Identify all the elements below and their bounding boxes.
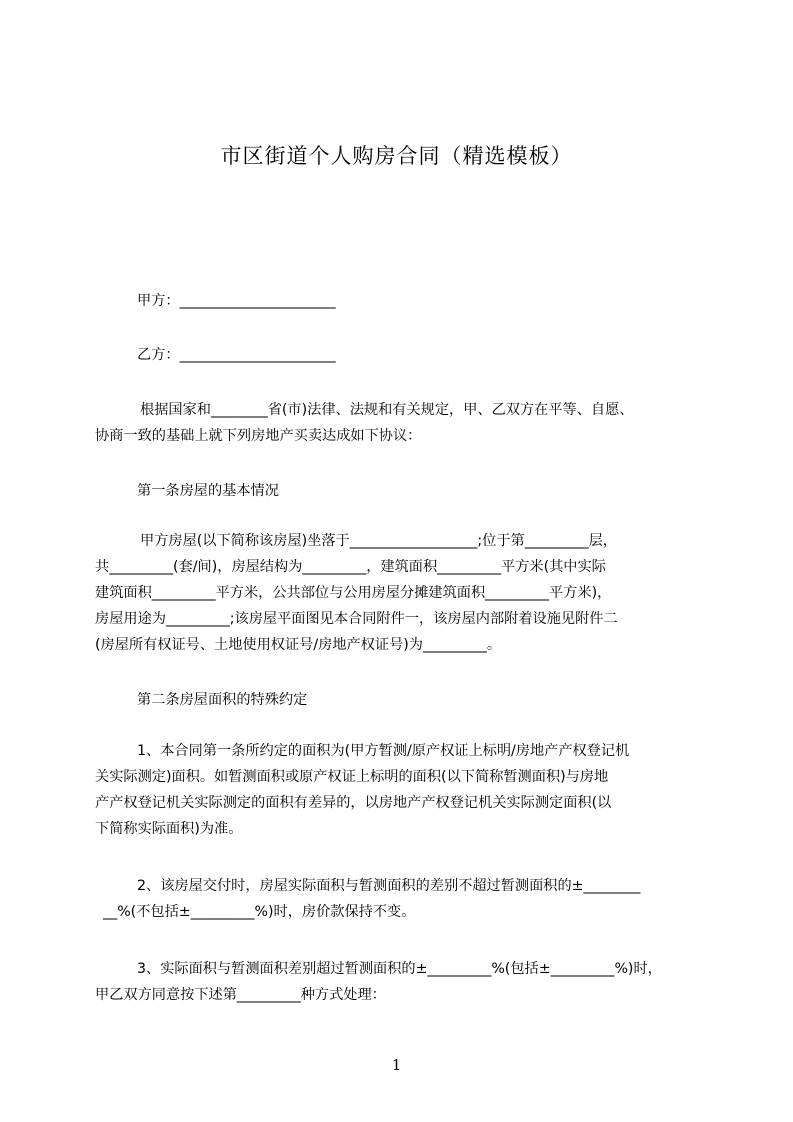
- article-2-clause-1-line: 下简称实际面积)为准。: [95, 821, 243, 837]
- article-2-clause-1-line: 1、本合同第一条所约定的面积为(甲方暂测/原产权证上标明/房地产产权登记机: [137, 743, 630, 759]
- article-2-clause-3-line: 3、实际面积与暂测面积差别超过暂测面积的±_________%(包括±_________%)时，: [137, 961, 662, 977]
- article-1-line: 房屋用途为_________;该房屋平面图见本合同附件一，该房屋内部附着设施见附件二: [95, 611, 618, 627]
- article-2-clause-1-line: 关实际测定)面积。如暂测面积或原产权证上标明的面积(以下简称暂测面积)与房地: [95, 769, 609, 785]
- article-2-clause-3-line: 甲乙双方同意按下述第_________种方式处理：: [95, 987, 386, 1003]
- article-2-clause-2-line: __%(不包括±_________%)时，房价款保持不变。: [103, 904, 416, 920]
- page-number: 1: [391, 1056, 402, 1074]
- article-1-line: 建筑面积_________平方米，公共部位与公用房屋分摊建筑面积_________平方米)，: [95, 585, 612, 601]
- article-1-line: 共_________(套/间)，房屋结构为_________，建筑面积_________平方米(其中实际: [95, 559, 606, 575]
- preamble-line: 根据国家和________省(市)法律、法规和有关规定，甲、乙双方在平等、自愿、: [140, 402, 634, 418]
- article-1-heading: 第一条房屋的基本情况: [137, 483, 279, 499]
- party-b-field: 乙方：______________________: [137, 347, 336, 363]
- article-1-line: (房屋所有权证号、土地使用权证号/房地产权证号)为_________。: [95, 637, 502, 653]
- article-1-line: 甲方房屋(以下简称该房屋)坐落于__________________;位于第_________层，: [140, 533, 617, 549]
- document-title: 市区街道个人购房合同（精选模板）: [220, 144, 573, 168]
- article-2-clause-1-line: 产产权登记机关实际测定的面积有差异的，以房地产产权登记机关实际测定面积(以: [95, 795, 612, 811]
- article-2-clause-2-line: 2、该房屋交付时，房屋实际面积与暂测面积的差别不超过暂测面积的±________: [137, 878, 641, 894]
- party-a-field: 甲方：______________________: [137, 293, 336, 309]
- preamble-line: 协商一致的基础上就下列房地产买卖达成如下协议：: [95, 428, 422, 444]
- article-2-heading: 第二条房屋面积的特殊约定: [137, 692, 308, 708]
